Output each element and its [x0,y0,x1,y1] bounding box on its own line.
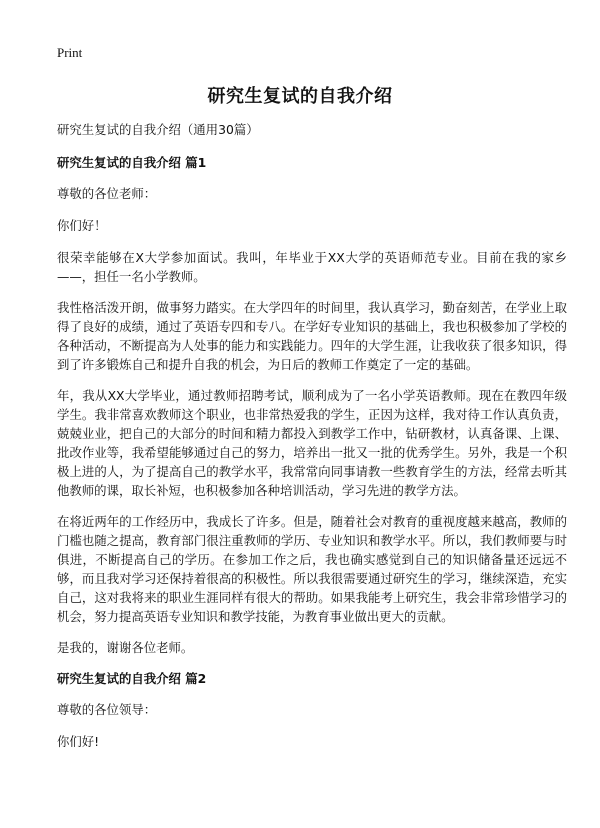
document-subtitle: 研究生复试的自我介绍（通用30篇） [57,122,259,137]
body-paragraph: 很荣幸能够在X大学参加面试。我叫，年毕业于XX大学的英语师范专业。目前在我的家乡——，担任一名小学教师。 [57,250,567,284]
page-title: 研究生复试的自我介绍 [207,86,393,107]
article-heading: 研究生复试的自我介绍 篇2 [57,671,207,686]
body-paragraph: 在将近两年的工作经历中，我成长了许多。但是，随着社会对教育的重视度越来越高，教师的门槛也随之提高，教育部门很注重教师的学历、专业知识和教学水平。所以，我们教师要与时俱进，不断提高自己的学历。在参加工作之后，我也确实感觉到自己的知识储备量还远远不够，而且我对学习还保持着很高的积极性。所以我很需要通过研究生的学习，继续深造，充实自己，这对我将来的职业生涯同样有很大的帮助。如果我能考上研究生，我会非常珍惜学习的机会，努力提高英语专业知识和教学技能，为教育事业做出更大的贡献。 [57,514,567,624]
article-heading: 研究生复试的自我介绍 篇1 [57,155,207,170]
salutation: 尊敬的各位老师： [57,186,157,201]
salutation: 尊敬的各位领导： [57,702,157,717]
print-link[interactable]: Print [57,45,83,60]
greeting: 你们好！ [57,218,107,233]
body-paragraph: 我性格活泼开朗，做事努力踏实。在大学四年的时间里，我认真学习，勤奋刻苦，在学业上取得了良好的成绩，通过了英语专四和专八。在学好专业知识的基础上，我也积极参加了学校的各种活动，不断提高为人处事的能力和实践能力。四年的大学生涯，让我收获了很多知识，得到了许多锻炼自己和提升自我的机会，为日后的教师工作奠定了一定的基础。 [57,300,567,372]
document-body [57,120,567,764]
greeting: 你们好! [57,734,100,749]
closing-line: 是我的，谢谢各位老师。 [57,640,194,655]
body-paragraph: 年，我从XX大学毕业，通过教师招聘考试，顺利成为了一名小学英语教师。现在在教四年级学生。我非常喜欢教师这个职业，也非常热爱我的学生，正因为这样，我对待工作认真负责，兢兢业业，把自己的大部分的时间和精力都投入到教学工作中，钻研教材，认真备课、上课、批改作业等，我希望能够通过自己的努力，培养出一批又一批的优秀学生。另外，我是一个积极上进的人，为了提高自己的教学水平，我常常向同事请教一些教育学生的方法，经常去听其他教师的课，取长补短，也积极参加各种培训活动，学习先进的教学方法。 [57,388,567,498]
